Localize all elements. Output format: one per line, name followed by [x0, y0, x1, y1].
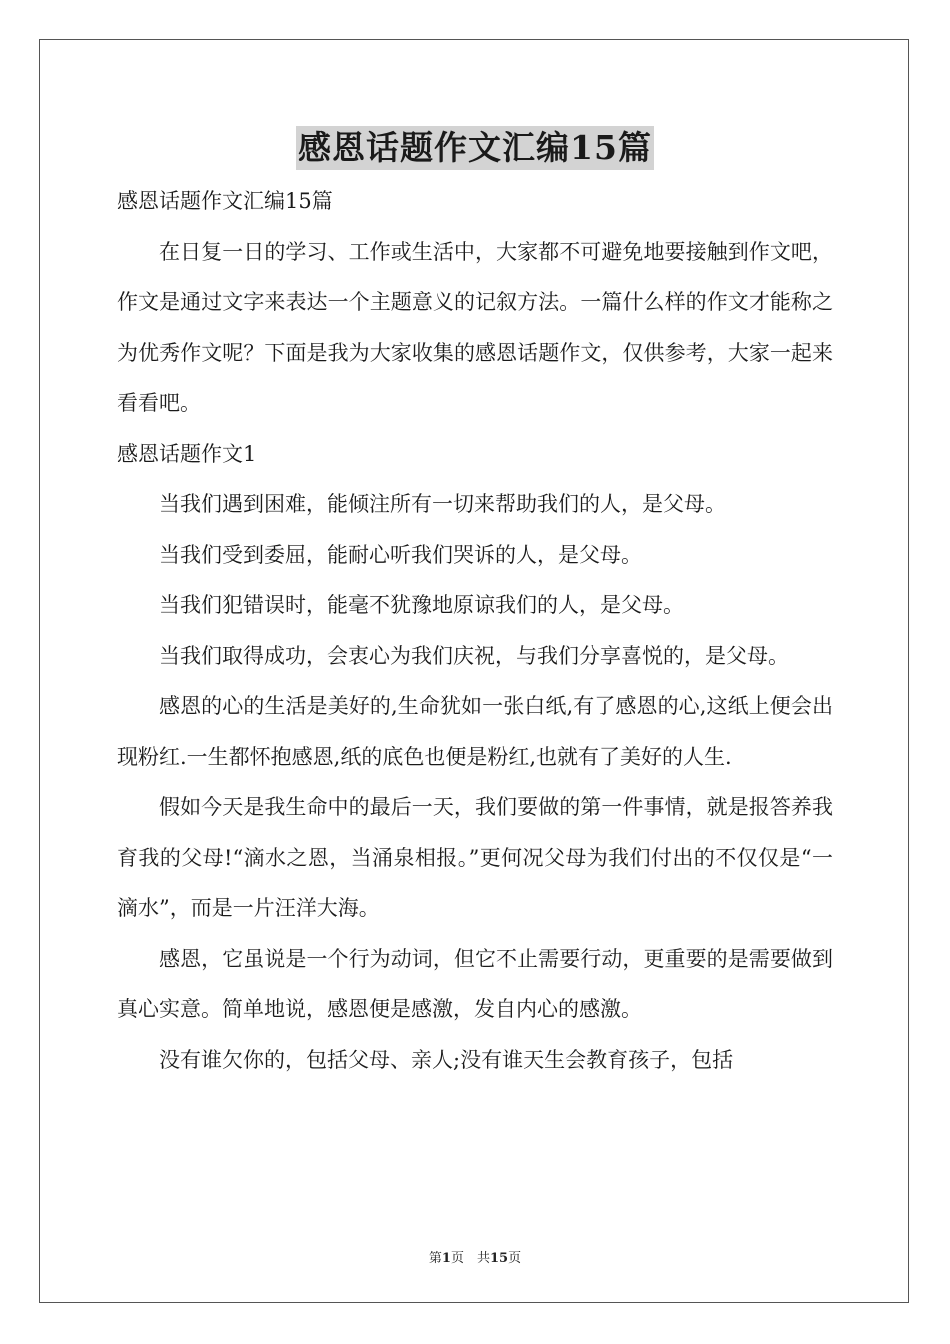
paragraph: 假如今天是我生命中的最后一天，我们要做的第一件事情，就是报答养我育我的父母!“滴水之恩，当涌泉相报。”更何况父母为我们付出的不仅仅是“一滴水”，而是一片汪洋大海。 — [117, 795, 833, 920]
subtitle: 感恩话题作文汇编15篇 — [117, 189, 333, 213]
paragraph: 当我们遇到困难，能倾注所有一切来帮助我们的人，是父母。 — [159, 492, 726, 516]
title-container — [0, 126, 950, 170]
paragraph: 当我们犯错误时，能毫不犹豫地原谅我们的人，是父母。 — [159, 593, 684, 617]
paragraph: 感恩，它虽说是一个行为动词，但它不止需要行动，更重要的是需要做到真心实意。简单地说，感恩便是感激，发自内心的感激。 — [117, 946, 833, 1021]
footer-suffix: 页 — [508, 1251, 522, 1266]
page-footer — [0, 1247, 950, 1266]
section-heading: 感恩话题作文1 — [117, 441, 257, 466]
footer-prefix: 第 — [428, 1251, 442, 1266]
paragraph: 当我们受到委屈，能耐心听我们哭诉的人，是父母。 — [159, 542, 642, 567]
paragraph: 没有谁欠你的，包括父母、亲人;没有谁天生会教育孩子，包括 — [159, 1047, 734, 1072]
intro-paragraph: 在日复一日的学习、工作或生活中，大家都不可避免地要接触到作文吧，作文是通过文字来表达一个主题意义的记叙方法。一篇什么样的作文才能称之为优秀作文呢？下面是我为大家收集的感恩话题作文，仅供参考，大家一起来看看吧。 — [117, 239, 833, 415]
paragraph: 感恩的心的生活是美好的,生命犹如一张白纸,有了感恩的心,这纸上便会出现粉红.一生都怀抱感恩,纸的底色也便是粉红,也就有了美好的人生. — [117, 694, 833, 769]
page-number: 1 — [441, 1251, 451, 1266]
footer-mid: 页 共 — [450, 1251, 490, 1266]
document-title: 感恩话题作文汇编15篇 — [296, 126, 654, 170]
total-pages: 15 — [489, 1251, 509, 1266]
paragraph: 当我们取得成功，会衷心为我们庆祝，与我们分享喜悦的，是父母。 — [159, 643, 789, 668]
document-body — [117, 176, 833, 1085]
